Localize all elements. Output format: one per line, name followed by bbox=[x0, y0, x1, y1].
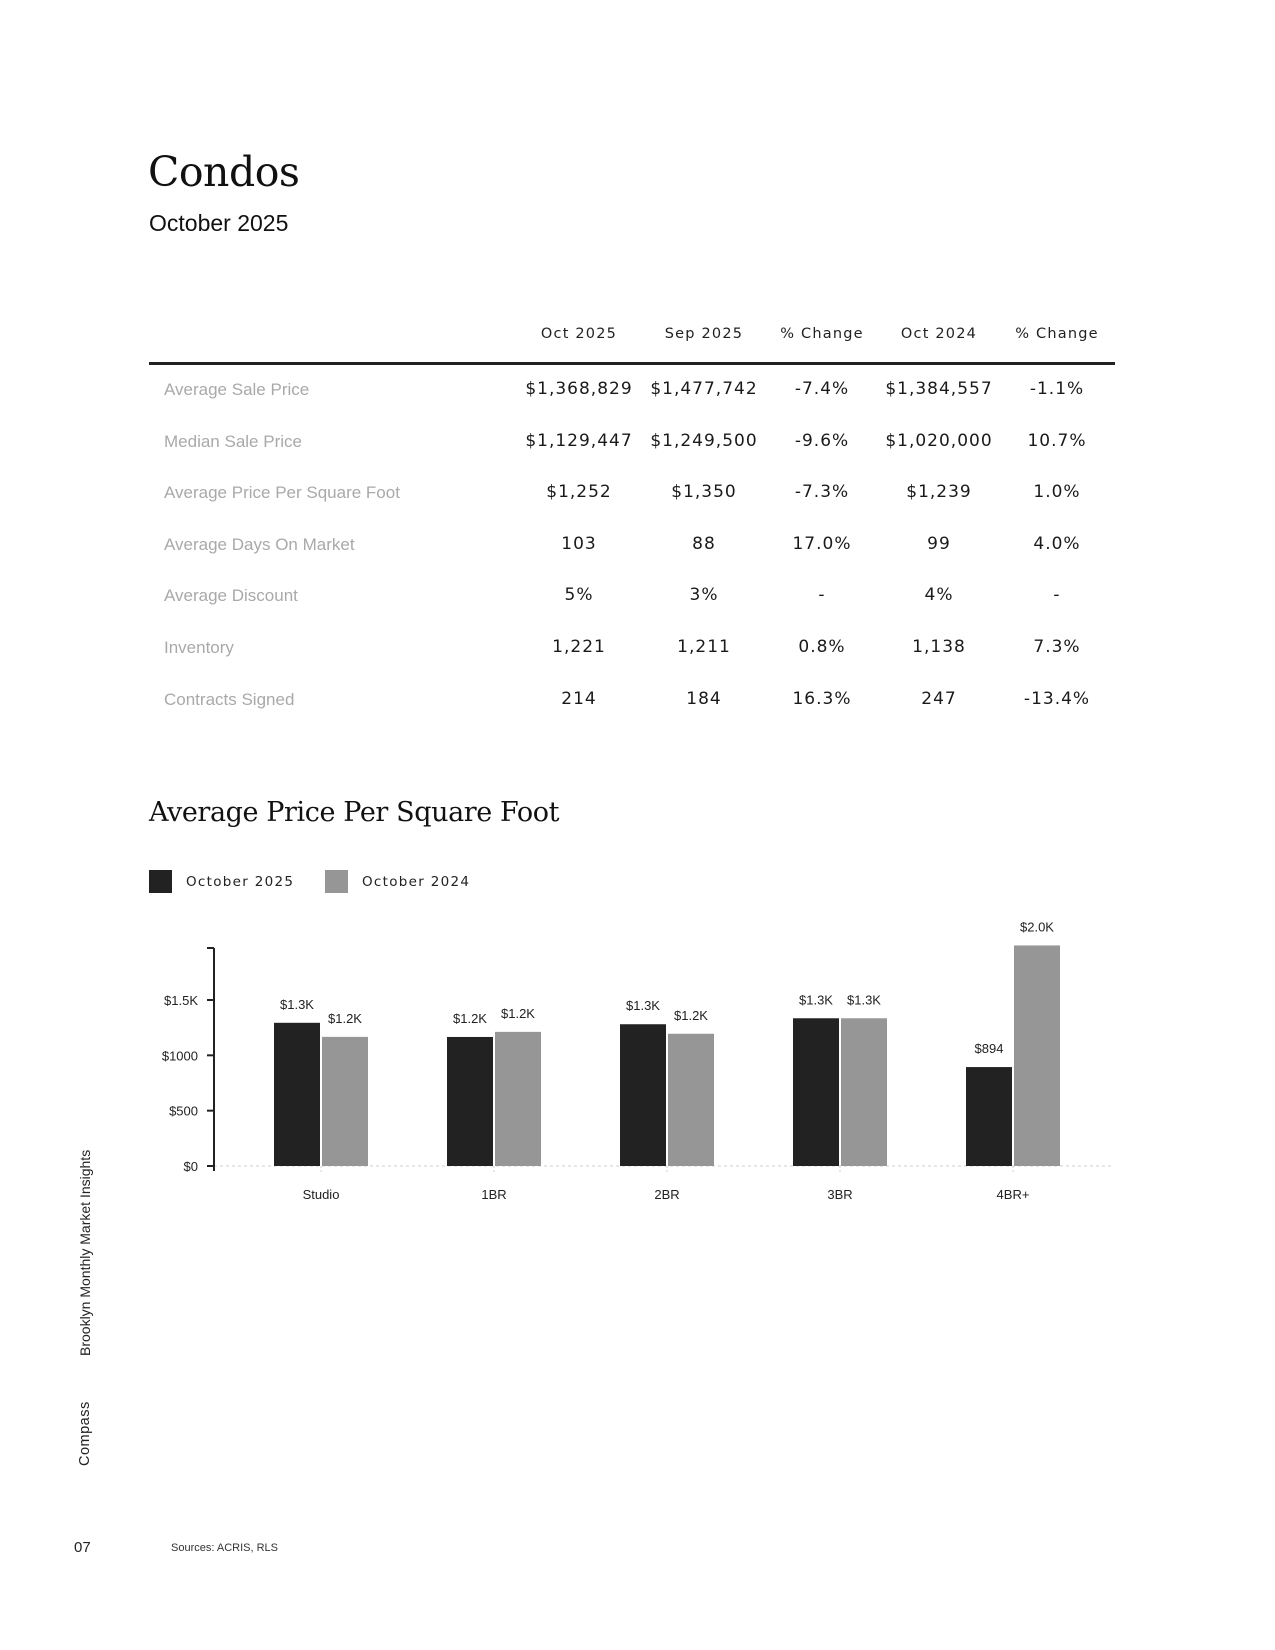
sources-note: Sources: ACRIS, RLS bbox=[171, 1542, 278, 1554]
table-row bbox=[149, 417, 1115, 469]
brand-name: Compass bbox=[77, 1401, 93, 1466]
table-cell: 16.3% bbox=[792, 688, 852, 709]
row-label: Contracts Signed bbox=[164, 689, 295, 709]
stats-table bbox=[149, 318, 1115, 726]
table-cell: -7.3% bbox=[794, 482, 850, 503]
column-header: % Change bbox=[1015, 326, 1099, 342]
table-cell: $1,129,447 bbox=[525, 430, 633, 451]
data-label: $1.3K bbox=[847, 992, 881, 1008]
table-cell: -7.4% bbox=[794, 379, 850, 399]
data-label: $1.3K bbox=[799, 992, 833, 1008]
table-cell: $1,252 bbox=[546, 482, 612, 503]
table-row bbox=[149, 365, 1115, 417]
table-cell: 5% bbox=[564, 585, 594, 606]
bar-october-2024 bbox=[668, 1034, 714, 1166]
row-label: Average Discount bbox=[164, 586, 298, 606]
table-cell: $1,384,557 bbox=[885, 379, 993, 399]
y-tick-label: $0 bbox=[183, 1159, 198, 1174]
data-label: $1.3K bbox=[626, 998, 660, 1014]
y-tick-label: $500 bbox=[169, 1103, 198, 1119]
x-tick-label: 3BR bbox=[827, 1187, 853, 1202]
column-header: Sep 2025 bbox=[664, 326, 744, 342]
table-body bbox=[149, 365, 1115, 726]
table-cell: 88 bbox=[692, 533, 716, 554]
row-label: Average Price Per Square Foot bbox=[164, 483, 400, 503]
table-cell: 0.8% bbox=[798, 636, 846, 657]
table-cell: $1,249,500 bbox=[650, 430, 758, 451]
data-label: $1.2K bbox=[501, 1005, 535, 1021]
table-cell: 184 bbox=[686, 688, 722, 709]
x-tick-label: 1BR bbox=[481, 1187, 507, 1202]
table-cell: 214 bbox=[561, 688, 597, 709]
table-cell: $1,368,829 bbox=[525, 379, 633, 399]
bar-october-2024 bbox=[495, 1032, 541, 1166]
table-cell: 10.7% bbox=[1027, 430, 1087, 451]
table-cell: $1,239 bbox=[906, 482, 972, 503]
column-header: Oct 2024 bbox=[900, 326, 978, 342]
data-label: $1.2K bbox=[328, 1010, 362, 1026]
table-cell: 17.0% bbox=[792, 533, 852, 554]
data-label: $1.2K bbox=[674, 1007, 708, 1023]
table-header bbox=[149, 318, 1115, 362]
legend-swatch bbox=[149, 870, 172, 893]
data-label: $1.3K bbox=[280, 996, 314, 1012]
bar-october-2025 bbox=[447, 1037, 493, 1166]
table-cell: -1.1% bbox=[1029, 379, 1085, 399]
table-cell: $1,477,742 bbox=[650, 379, 758, 399]
bar-october-2024 bbox=[322, 1037, 368, 1166]
legend-label: October 2025 bbox=[186, 874, 295, 890]
y-tick-label: $1000 bbox=[161, 1048, 198, 1064]
row-label: Average Days On Market bbox=[164, 534, 355, 554]
bar-october-2025 bbox=[966, 1067, 1012, 1166]
table-cell: 1,138 bbox=[912, 636, 966, 657]
bar-october-2025 bbox=[793, 1018, 839, 1166]
legend-swatch bbox=[325, 870, 348, 893]
table-cell: 4.0% bbox=[1033, 533, 1081, 554]
page-number: 07 bbox=[74, 1539, 91, 1556]
bar-october-2025 bbox=[274, 1023, 320, 1166]
table-cell: 99 bbox=[927, 533, 951, 554]
table-cell: 103 bbox=[561, 533, 597, 554]
x-tick-label: 4BR+ bbox=[996, 1187, 1030, 1202]
x-tick-label: 2BR bbox=[654, 1187, 680, 1202]
chart-title: Average Price Per Square Foot bbox=[149, 797, 560, 828]
page-title: Condos bbox=[148, 148, 300, 196]
page-subtitle: October 2025 bbox=[149, 210, 289, 236]
bar-october-2024 bbox=[1014, 945, 1060, 1166]
table-cell: 7.3% bbox=[1033, 636, 1081, 657]
y-tick-label: $1.5K bbox=[164, 993, 198, 1008]
table-cell: $1,350 bbox=[671, 482, 737, 503]
table-row bbox=[149, 571, 1115, 623]
legend-label: October 2024 bbox=[362, 874, 471, 890]
row-label: Average Sale Price bbox=[164, 380, 310, 399]
table-row bbox=[149, 468, 1115, 520]
row-label: Inventory bbox=[164, 637, 234, 657]
table-cell: -9.6% bbox=[794, 430, 850, 451]
x-tick-label: Studio bbox=[302, 1187, 340, 1202]
table-cell: 4% bbox=[924, 585, 954, 606]
column-header: Oct 2025 bbox=[540, 326, 618, 342]
data-label: $2.0K bbox=[1020, 919, 1054, 935]
table-cell: 3% bbox=[689, 585, 719, 606]
table-cell: -13.4% bbox=[1023, 688, 1091, 709]
column-header: % Change bbox=[780, 326, 864, 342]
table-cell: 247 bbox=[921, 688, 957, 709]
table-row bbox=[149, 623, 1115, 675]
data-label: $894 bbox=[974, 1041, 1004, 1057]
table-cell: 1.0% bbox=[1033, 482, 1081, 503]
row-label: Median Sale Price bbox=[164, 431, 302, 451]
publication-title: Brooklyn Monthly Market Insights bbox=[77, 1149, 93, 1356]
table-row bbox=[149, 520, 1115, 572]
table-cell: - bbox=[1053, 585, 1061, 606]
table-cell: 1,221 bbox=[552, 636, 606, 657]
table-cell: $1,020,000 bbox=[885, 430, 993, 451]
bar-october-2025 bbox=[620, 1024, 666, 1166]
table-cell: 1,211 bbox=[677, 636, 731, 657]
table-row bbox=[149, 675, 1115, 727]
bar-october-2024 bbox=[841, 1018, 887, 1166]
table-cell: - bbox=[818, 585, 826, 606]
data-label: $1.2K bbox=[453, 1010, 487, 1026]
